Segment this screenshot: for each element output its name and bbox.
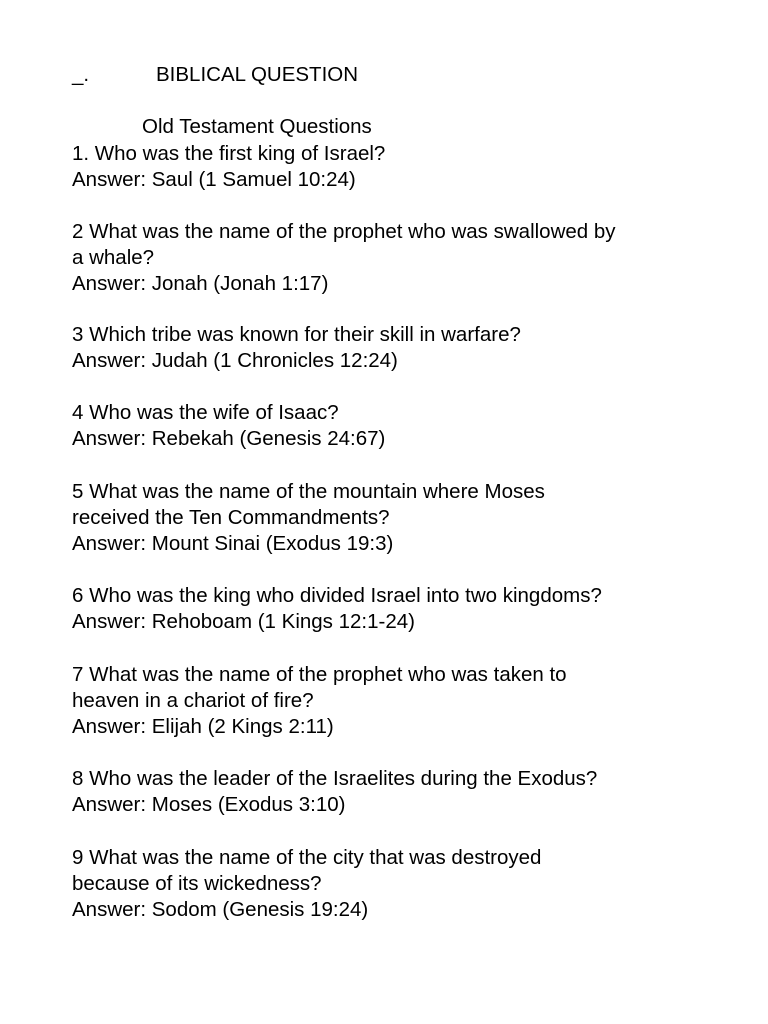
answer-9: Answer: Sodom (Genesis 19:24) (72, 898, 369, 921)
answer-8: Answer: Moses (Exodus 3:10) (72, 793, 346, 816)
answer-6: Answer: Rehoboam (1 Kings 12:1-24) (72, 610, 415, 633)
section-title: Old Testament Questions (142, 115, 372, 138)
question-4: 4 Who was the wife of Isaac? (72, 401, 339, 424)
answer-1: Answer: Saul (1 Samuel 10:24) (72, 168, 356, 191)
question-9-line-2: because of its wickedness? (72, 872, 322, 895)
question-7-line-1: 7 What was the name of the prophet who was taken to (72, 663, 567, 686)
answer-5: Answer: Mount Sinai (Exodus 19:3) (72, 532, 394, 555)
question-5-line-2: received the Ten Commandments? (72, 506, 390, 529)
question-5-line-1: 5 What was the name of the mountain where Moses (72, 480, 545, 503)
answer-2: Answer: Jonah (Jonah 1:17) (72, 272, 329, 295)
answer-4: Answer: Rebekah (Genesis 24:67) (72, 427, 386, 450)
question-7-line-2: heaven in a chariot of fire? (72, 689, 314, 712)
page-title: BIBLICAL QUESTION (156, 63, 359, 86)
question-9-line-1: 9 What was the name of the city that was destroyed (72, 846, 542, 869)
title-marker: _. (72, 63, 90, 86)
answer-7: Answer: Elijah (2 Kings 2:11) (72, 715, 334, 738)
question-6: 6 Who was the king who divided Israel into two kingdoms? (72, 584, 602, 607)
question-8: 8 Who was the leader of the Israelites during the Exodus? (72, 767, 598, 790)
question-2-line-2: a whale? (72, 246, 155, 269)
answer-3: Answer: Judah (1 Chronicles 12:24) (72, 349, 398, 372)
question-1: 1. Who was the first king of Israel? (72, 142, 386, 165)
question-2-line-1: 2 What was the name of the prophet who was swallowed by (72, 220, 616, 243)
question-3: 3 Which tribe was known for their skill in warfare? (72, 323, 521, 346)
